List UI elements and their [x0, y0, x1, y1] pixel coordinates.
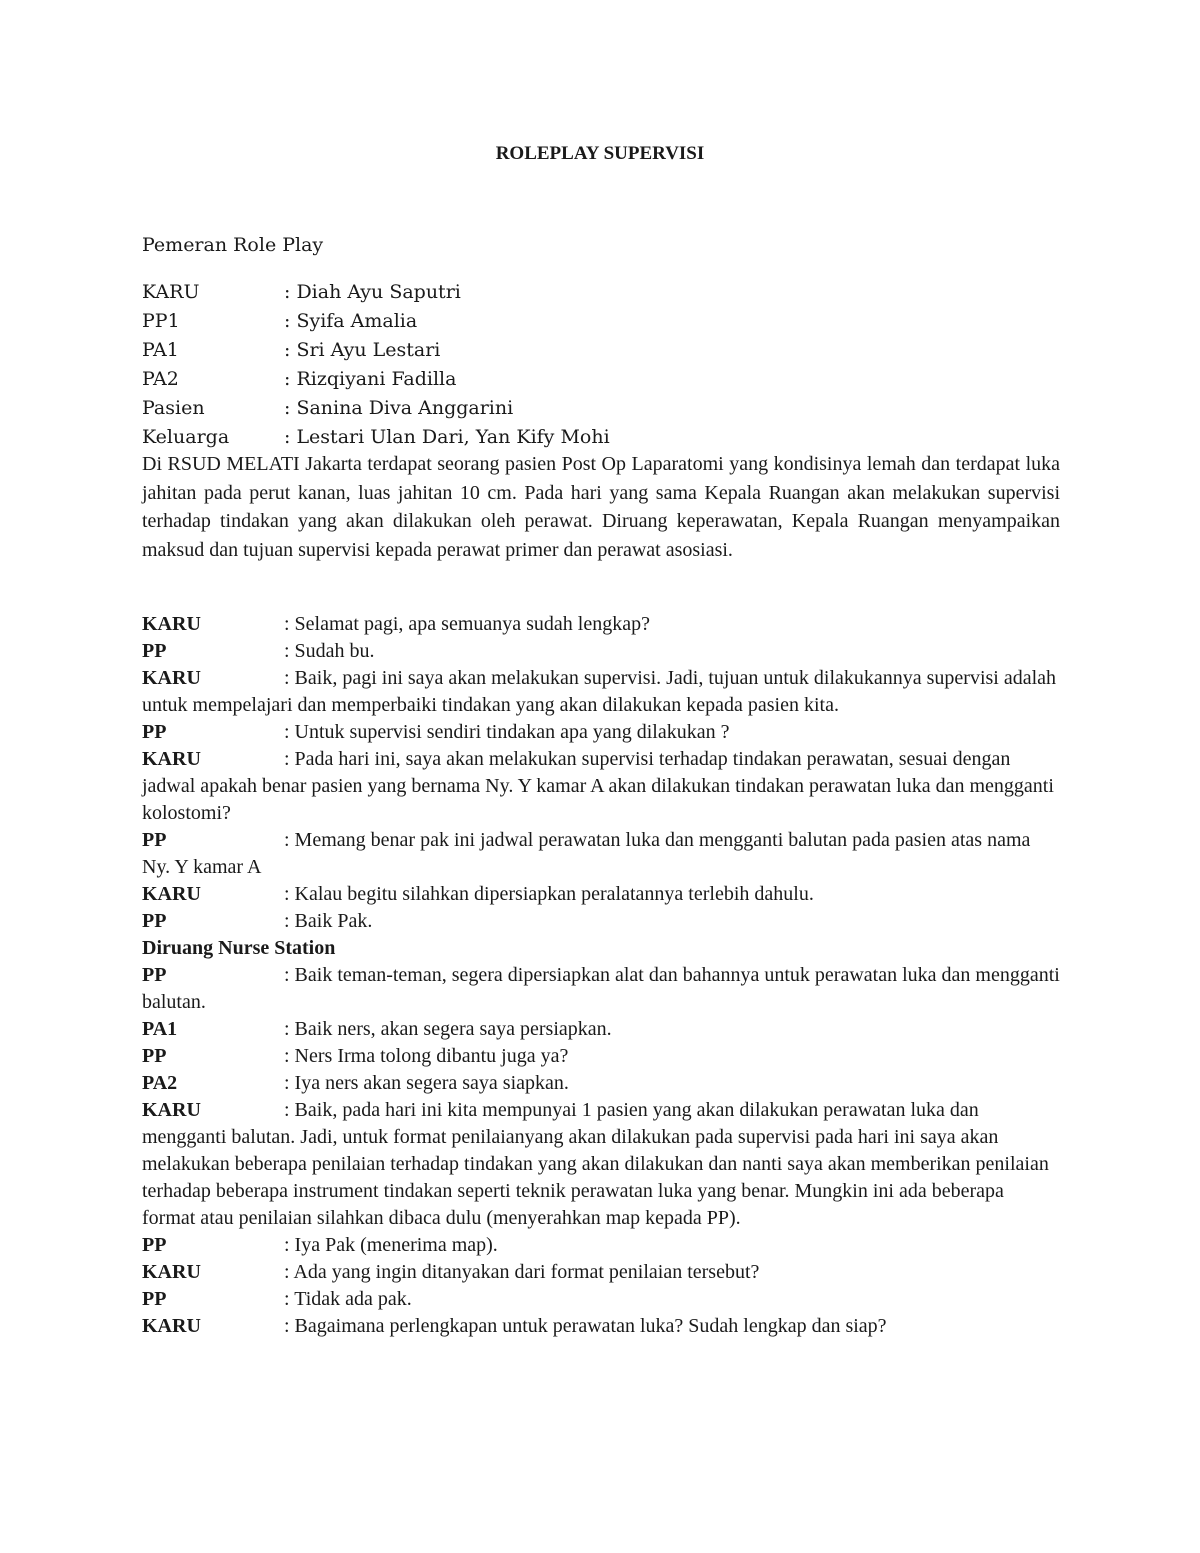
dialogue-text: : Iya Pak (menerima map). — [284, 1234, 498, 1256]
dialogue-line — [142, 1286, 1060, 1313]
cast-name: : Sanina Diva Anggarini — [284, 397, 514, 419]
document-title: ROLEPLAY SUPERVISI — [495, 143, 705, 164]
speaker-label: PP — [142, 721, 167, 743]
cast-row — [142, 336, 1060, 365]
speaker-label: PP — [142, 640, 167, 662]
cast-role: PA1 — [142, 339, 179, 361]
dialogue-text: : Ners Irma tolong dibantu juga ya? — [284, 1045, 569, 1067]
dialogue-line — [142, 719, 1060, 746]
dialogue-text: : Tidak ada pak. — [284, 1288, 412, 1310]
dialogue-text: : Memang benar pak ini jadwal perawatan luka dan mengganti balutan pada pasien atas nama Ny. Y kamar A — [142, 829, 1031, 878]
dialogue-line — [142, 881, 1060, 908]
dialogue-line — [142, 1070, 1060, 1097]
dialogue-text: : Untuk supervisi sendiri tindakan apa yang dilakukan ? — [284, 721, 730, 743]
dialogue-line — [142, 638, 1060, 665]
cast-name: : Rizqiyani Fadilla — [284, 368, 457, 390]
scene-heading: Diruang Nurse Station — [142, 937, 336, 959]
cast-name: : Lestari Ulan Dari, Yan Kify Mohi — [284, 426, 610, 448]
dialogue-text: : Baik ners, akan segera saya persiapkan. — [284, 1018, 612, 1040]
cast-row — [142, 307, 1060, 336]
dialogue-line — [142, 1259, 1060, 1286]
dialogue-text: : Pada hari ini, saya akan melakukan supervisi terhadap tindakan perawatan, sesuai dengan jadwal apakah benar pasien yang bernama Ny. Y kamar A akan dilakukan tindakan perawatan luka dan mengganti kolostomi? — [142, 748, 1054, 824]
dialogue — [142, 611, 1060, 1340]
dialogue-text: : Ada yang ingin ditanyakan dari format penilaian tersebut? — [284, 1261, 760, 1283]
speaker-label: KARU — [142, 1315, 201, 1337]
dialogue-text: : Baik Pak. — [284, 910, 373, 932]
speaker-label: KARU — [142, 667, 201, 689]
speaker-label: PP — [142, 1045, 167, 1067]
cast-row — [142, 365, 1060, 394]
dialogue-text: : Kalau begitu silahkan dipersiapkan peralatannya terlebih dahulu. — [284, 883, 814, 905]
cast-role: Pasien — [142, 397, 205, 419]
cast-name: : Diah Ayu Saputri — [284, 281, 461, 303]
dialogue-text: : Baik, pagi ini saya akan melakukan supervisi. Jadi, tujuan untuk dilakukannya supervisi adalah untuk mempelajari dan memperbaiki tindakan yang akan dilakukan kepada pasien kita. — [142, 667, 1057, 716]
cast-name: : Syifa Amalia — [284, 310, 418, 332]
speaker-label: KARU — [142, 1261, 201, 1283]
speaker-label: KARU — [142, 1099, 201, 1121]
cast-list — [142, 278, 1060, 452]
dialogue-text: : Baik teman-teman, segera dipersiapkan alat dan bahannya untuk perawatan luka dan mengganti balutan. — [142, 964, 1060, 1013]
speaker-label: PP — [142, 910, 167, 932]
dialogue-text: : Sudah bu. — [284, 640, 375, 662]
dialogue-line — [142, 908, 1060, 935]
speaker-label: PP — [142, 964, 167, 986]
dialogue-line — [142, 1043, 1060, 1070]
dialogue-line — [142, 1097, 1060, 1232]
dialogue-line — [142, 1016, 1060, 1043]
speaker-label: PA1 — [142, 1018, 178, 1040]
cast-role: PP1 — [142, 310, 180, 332]
cast-row — [142, 394, 1060, 423]
dialogue-line — [142, 962, 1060, 1016]
cast-role: Keluarga — [142, 426, 230, 448]
speaker-label: PP — [142, 829, 167, 851]
speaker-label: PP — [142, 1234, 167, 1256]
speaker-label: KARU — [142, 748, 201, 770]
dialogue-line — [142, 611, 1060, 638]
cast-role: PA2 — [142, 368, 179, 390]
speaker-label: KARU — [142, 613, 201, 635]
cast-row — [142, 423, 1060, 452]
dialogue-line — [142, 1313, 1060, 1340]
speaker-label: PA2 — [142, 1072, 178, 1094]
intro-paragraph: Di RSUD MELATI Jakarta terdapat seorang pasien Post Op Laparatomi yang kondisinya lemah dan terdapat luka jahitan pada perut kanan, luas jahitan 10 cm. Pada hari yang sama Kepala Ruangan akan melakukan supervisi terhadap tindakan yang akan dilakukan oleh perawat. Diruang keperawatan, Kepala Ruangan menyampaikan maksud dan tujuan supervisi kepada perawat primer dan perawat asosiasi. — [142, 453, 1060, 561]
speaker-label: PP — [142, 1288, 167, 1310]
cast-role: KARU — [142, 281, 200, 303]
dialogue-line — [142, 746, 1060, 827]
dialogue-line — [142, 665, 1060, 719]
dialogue-text: : Baik, pada hari ini kita mempunyai 1 pasien yang akan dilakukan perawatan luka dan mengganti balutan. Jadi, untuk format penilaianyang akan dilakukan pada supervisi pada hari ini saya akan melakukan beberapa penilaian terhadap tindakan yang akan dilakukan dan nanti saya akan memberikan penilaian terhadap beberapa instrument tindakan seperti teknik perawatan luka yang benar. Mungkin ini ada beberapa format atau penilaian silahkan dibaca dulu (menyerahkan map kepada PP). — [142, 1099, 1049, 1229]
dialogue-line — [142, 827, 1060, 881]
cast-name: : Sri Ayu Lestari — [284, 339, 441, 361]
dialogue-text: : Iya ners akan segera saya siapkan. — [284, 1072, 569, 1094]
dialogue-line — [142, 1232, 1060, 1259]
dialogue-text: : Bagaimana perlengkapan untuk perawatan luka? Sudah lengkap dan siap? — [284, 1315, 887, 1337]
dialogue-text: : Selamat pagi, apa semuanya sudah lengkap? — [284, 613, 650, 635]
cast-row — [142, 278, 1060, 307]
speaker-label: KARU — [142, 883, 201, 905]
cast-heading: Pemeran Role Play — [142, 234, 324, 256]
